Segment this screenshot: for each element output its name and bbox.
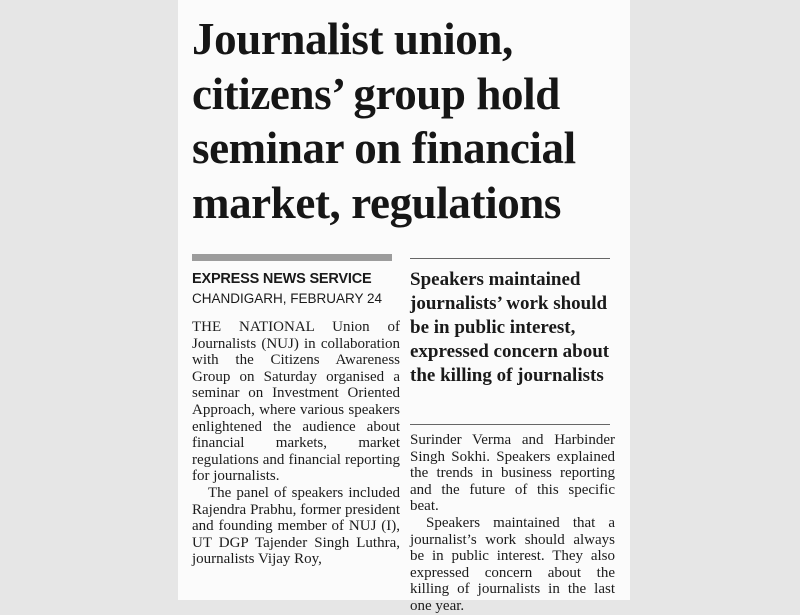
kicker-top-rule — [410, 258, 610, 259]
headline-line: Journalist union, — [192, 14, 513, 64]
body-column-left — [192, 319, 400, 568]
byline — [192, 270, 407, 308]
kicker-bottom-rule — [410, 424, 610, 425]
body-paragraph: THE NATIONAL Union of Journalists (NUJ) in collaboration with the Citizens Awareness Group on Saturday organised a seminar on Investment Oriented Approach, where various speakers enlightened the audience about financial markets, market regulations and financial reporting for journalists. — [192, 319, 400, 485]
body-paragraph: Surinder Verma and Harbinder Singh Sokhi. Speakers explained the trends in business reporting and the future of this specific beat. — [410, 432, 615, 515]
pull-quote: Speakers maintained journalists’ work should be in public interest, expressed concern about the killing of journalists — [410, 269, 610, 386]
headline-line: seminar on financial — [192, 123, 576, 173]
body-paragraph: Speakers maintained that a journalist’s work should always be in public interest. They also expressed concern about the killing of journalists in the last one year. — [410, 514, 615, 614]
body-column-right — [410, 432, 615, 615]
headline — [192, 12, 622, 230]
agency-name: EXPRESS NEWS SERVICE — [192, 271, 372, 287]
headline-line: market, regulations — [192, 177, 562, 228]
body-paragraph: The panel of speakers included Rajendra Prabhu, former president and founding member of NUJ (I), UT DGP Tajender Singh Luthra, journalists Vijay Roy, — [192, 484, 400, 568]
newspaper-clipping — [178, 0, 630, 614]
byline-rule — [192, 254, 392, 261]
dateline: CHANDIGARH, FEBRUARY 24 — [192, 291, 383, 306]
headline-line: citizens’ group hold — [192, 68, 560, 119]
